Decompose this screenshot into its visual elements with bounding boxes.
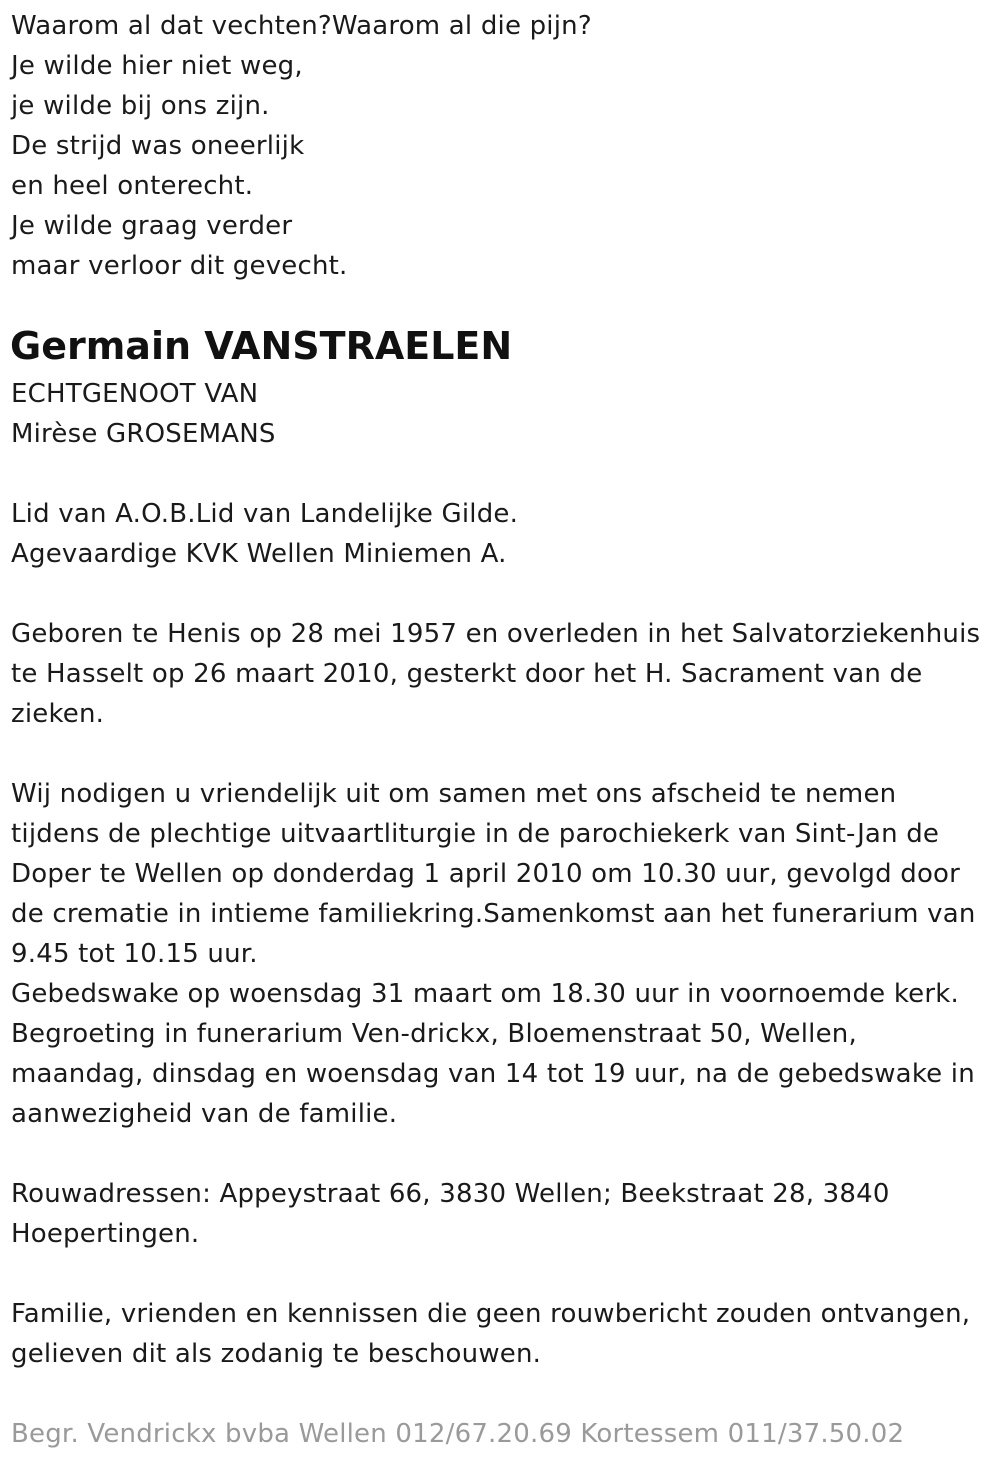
paragraph-line: Rouwadressen: Appeystraat 66, 3830 Wellen; Beekstraat 28, 3840 [11, 1179, 890, 1209]
poem-line: Waarom al dat vechten?Waarom al die pijn? [11, 11, 592, 41]
funeral-home-footer: Begr. Vendrickx bvba Wellen 012/67.20.69 Kortessem 011/37.50.02 [11, 1419, 905, 1449]
paragraph-line: Familie, vrienden en kennissen die geen rouwbericht zouden ontvangen, [11, 1299, 971, 1329]
poem-line: Je wilde hier niet weg, [11, 51, 303, 81]
paragraph-line: Begroeting in funerarium Ven-drickx, Bloemenstraat 50, Wellen, [11, 1019, 857, 1049]
poem-line: en heel onterecht. [11, 171, 254, 201]
paragraph-line: te Hasselt op 26 maart 2010, gesterkt door het H. Sacrament van de [11, 659, 923, 689]
membership-line: Agevaardige KVK Wellen Miniemen A. [11, 539, 507, 569]
deceased-name: Germain VANSTRAELEN [10, 324, 513, 368]
poem-line: Je wilde graag verder [11, 211, 293, 241]
paragraph-line: Wij nodigen u vriendelijk uit om samen met ons afscheid te nemen [11, 779, 897, 809]
paragraph-line: Geboren te Henis op 28 mei 1957 en overleden in het Salvatorziekenhuis [11, 619, 981, 649]
spouse-name: Mirèse GROSEMANS [11, 419, 276, 449]
poem-line: De strijd was oneerlijk [11, 131, 305, 161]
paragraph-line: 9.45 tot 10.15 uur. [11, 939, 258, 969]
paragraph-line: gelieven dit als zodanig te beschouwen. [11, 1339, 542, 1369]
poem-line: je wilde bij ons zijn. [11, 91, 270, 121]
paragraph-line: aanwezigheid van de familie. [11, 1099, 398, 1129]
paragraph-line: Hoepertingen. [11, 1219, 200, 1249]
membership-line: Lid van A.O.B.Lid van Landelijke Gilde. [11, 499, 519, 529]
paragraph-line: maandag, dinsdag en woensdag van 14 tot 19 uur, na de gebedswake in [11, 1059, 975, 1089]
paragraph-line: Doper te Wellen op donderdag 1 april 2010 om 10.30 uur, gevolgd door [11, 859, 961, 889]
paragraph-line: zieken. [11, 699, 105, 729]
paragraph-line: Gebedswake op woensdag 31 maart om 18.30 uur in voornoemde kerk. [11, 979, 959, 1009]
paragraph-line: tijdens de plechtige uitvaartliturgie in de parochiekerk van Sint-Jan de [11, 819, 940, 849]
relation-label: ECHTGENOOT VAN [11, 379, 259, 409]
paragraph-line: de crematie in intieme familiekring.Samenkomst aan het funerarium van [11, 899, 976, 929]
poem-line: maar verloor dit gevecht. [11, 251, 348, 281]
